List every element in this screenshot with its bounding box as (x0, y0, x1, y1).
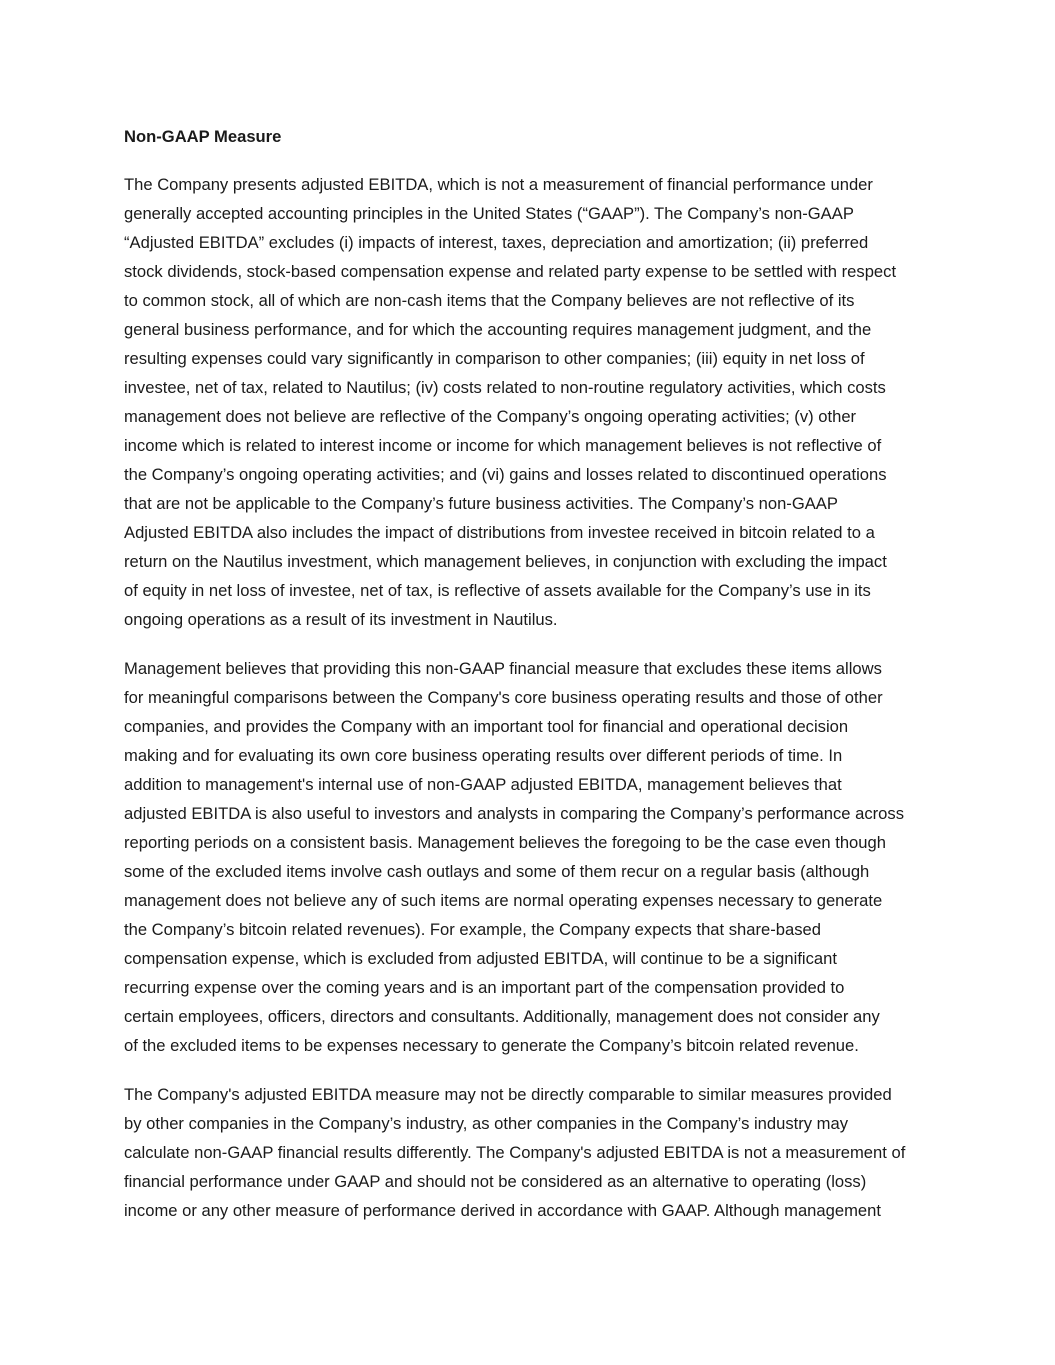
text-line: Management believes that providing this non-GAAP financial measure that excludes these items allows (124, 659, 882, 678)
text-line: stock dividends, stock-based compensation expense and related party expense to be settled with respect (124, 262, 897, 281)
text-line: certain employees, officers, directors and consultants. Additionally, management does not consider any (124, 1007, 880, 1026)
text-line: return on the Nautilus investment, which management believes, in conjunction with excluding the impact (124, 552, 887, 571)
text-line: for meaningful comparisons between the Company's core business operating results and those of other (124, 688, 883, 707)
text-line: of the excluded items to be expenses necessary to generate the Company’s bitcoin related revenue. (124, 1036, 859, 1055)
text-line: The Company presents adjusted EBITDA, which is not a measurement of financial performance under (124, 175, 873, 194)
text-line: adjusted EBITDA is also useful to investors and analysts in comparing the Company’s performance across (124, 804, 904, 823)
text-line: resulting expenses could vary significantly in comparison to other companies; (iii) equity in net loss of (124, 349, 865, 368)
text-line: management does not believe any of such items are normal operating expenses necessary to generate (124, 891, 883, 910)
text-line: some of the excluded items involve cash outlays and some of them recur on a regular basis (although (124, 862, 870, 881)
text-line: addition to management's internal use of non-GAAP adjusted EBITDA, management believes that (124, 775, 842, 794)
text-line: to common stock, all of which are non-cash items that the Company believes are not reflective of its (124, 291, 855, 310)
text-line: Adjusted EBITDA also includes the impact of distributions from investee received in bitcoin related to a (124, 523, 875, 542)
text-line: management does not believe are reflective of the Company’s ongoing operating activities; (v) other (124, 407, 857, 426)
text-line: “Adjusted EBITDA” excludes (i) impacts of interest, taxes, depreciation and amortization; (ii) preferred (124, 233, 869, 252)
paragraph-2 (124, 654, 944, 1060)
text-line: that are not be applicable to the Company’s future business activities. The Company’s non-GAAP (124, 494, 838, 513)
text-line: the Company’s ongoing operating activities; and (vi) gains and losses related to discontinued operations (124, 465, 887, 484)
text-line: income which is related to interest income or income for which management believes is not reflective of (124, 436, 882, 455)
text-line: compensation expense, which is excluded from adjusted EBITDA, will continue to be a significant (124, 949, 837, 968)
text-line: investee, net of tax, related to Nautilus; (iv) costs related to non-routine regulatory activities, which costs (124, 378, 886, 397)
section-heading: Non-GAAP Measure (124, 127, 282, 146)
text-line: financial performance under GAAP and should not be considered as an alternative to operating (loss) (124, 1172, 867, 1191)
text-line: calculate non-GAAP financial results differently. The Company's adjusted EBITDA is not a measurement of (124, 1143, 906, 1162)
text-line: ongoing operations as a result of its investment in Nautilus. (124, 610, 558, 629)
text-line: The Company's adjusted EBITDA measure may not be directly comparable to similar measures provided (124, 1085, 892, 1104)
text-line: companies, and provides the Company with an important tool for financial and operational decision (124, 717, 849, 736)
text-line: of equity in net loss of investee, net of tax, is reflective of assets available for the Company’s use in its (124, 581, 871, 600)
text-line: by other companies in the Company’s industry, as other companies in the Company’s industry may (124, 1114, 849, 1133)
paragraph-1 (124, 170, 944, 634)
document-page (124, 124, 944, 1245)
text-line: income or any other measure of performance derived in accordance with GAAP. Although management (124, 1201, 881, 1220)
text-line: recurring expense over the coming years and is an important part of the compensation provided to (124, 978, 845, 997)
text-line: reporting periods on a consistent basis. Management believes the foregoing to be the case even though (124, 833, 886, 852)
text-line: generally accepted accounting principles in the United States (“GAAP”). The Company’s non-GAAP (124, 204, 854, 223)
text-line: making and for evaluating its own core business operating results over different periods of time. In (124, 746, 843, 765)
paragraph-3 (124, 1080, 944, 1225)
text-line: general business performance, and for which the accounting requires management judgment, and the (124, 320, 872, 339)
text-line: the Company’s bitcoin related revenues). For example, the Company expects that share-based (124, 920, 822, 939)
